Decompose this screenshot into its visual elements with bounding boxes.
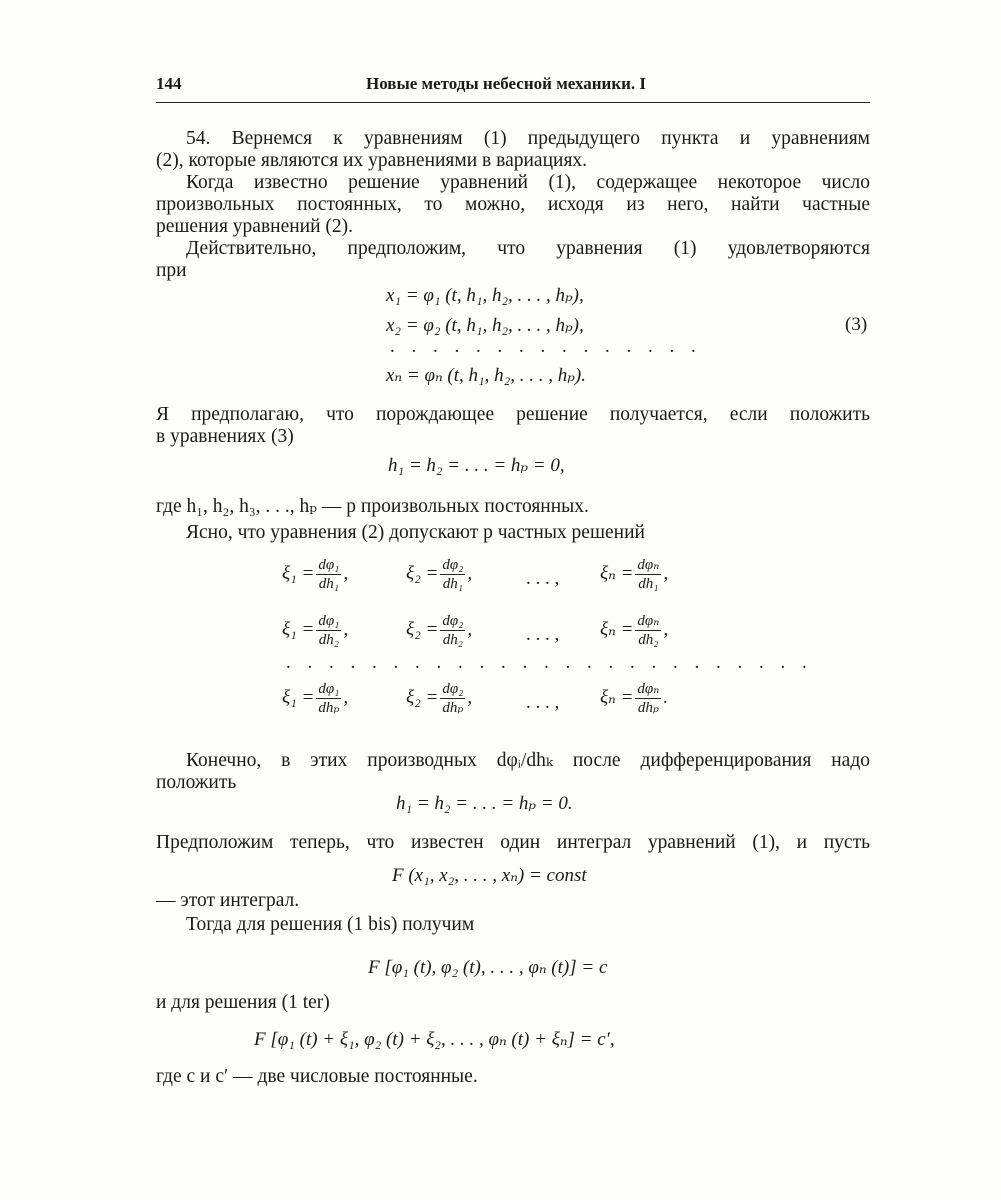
paragraph-line: Действительно, предположим, что уравнения (1) удовлетворяются — [186, 238, 870, 259]
paragraph-line: в уравнениях (3) — [156, 426, 294, 447]
page-number: 144 — [156, 74, 182, 93]
equation-bis: F [φ₁ (t), φ₂ (t), . . . , φₙ (t)] = c — [368, 957, 608, 978]
running-title: Новые методы небесной механики. I — [366, 74, 647, 93]
paragraph-line: при — [156, 260, 187, 281]
equation-dots: . . . . . . . . . . . . . . . — [390, 336, 702, 357]
paragraph-line: положить — [156, 772, 237, 793]
xi-dots: . . . . . . . . . . . . . . . . . . . . . . . . . — [286, 652, 813, 673]
equation-h-zero: h₁ = h₂ = . . . = hₚ = 0. — [396, 793, 573, 814]
xi-row: ξₙ = $\frac{\text{dφₙ}}{\text{dh₁}}$ , — [600, 557, 669, 592]
xi-row: ξ₂ = $\frac{\text{dφ₂}}{\text{dh₁}}$ , — [406, 557, 473, 592]
equation-3-row: xₙ = φₙ (t, h₁, h₂, . . . , hₚ). — [386, 365, 586, 386]
paragraph-line: Тогда для решения (1 bis) получим — [186, 914, 475, 935]
paragraph-line: решения уравнений (2). — [156, 216, 354, 237]
paragraph-line: Предположим теперь, что известен один интеграл уравнений (1), и пусть — [156, 832, 870, 853]
equation-integral: F (x₁, x₂, . . . , xₙ) = const — [392, 865, 587, 886]
paragraph-line: 54. Вернемся к уравнениям (1) предыдущего пункта и уравнениям — [186, 128, 870, 149]
paragraph-line: — этот интеграл. — [156, 890, 300, 911]
header-rule — [156, 102, 870, 103]
xi-ellipsis: . . . , — [526, 568, 560, 589]
paragraph-line: где h₁, h₂, h₃, . . ., hₚ — p произвольных постоянных. — [156, 496, 589, 517]
equation-3-row: x₂ = φ₂ (t, h₁, h₂, . . . , hₚ), — [386, 315, 584, 336]
xi-row: ξₙ = $\frac{\text{dφₙ}}{\text{dhₚ}}$ . — [600, 681, 669, 716]
paragraph-line: где c и c′ — две числовые постоянные. — [156, 1066, 478, 1087]
xi-ellipsis: . . . , — [526, 624, 560, 645]
paragraph-line: Конечно, в этих производных dφᵢ/dhₖ после дифференцирования надо — [186, 750, 870, 771]
xi-row: ξ₁ = $\frac{\text{dφ₁}}{\text{dh₂}}$ , — [282, 613, 349, 648]
equation-number: (3) — [845, 314, 868, 335]
paragraph-line: (2), которые являются их уравнениями в вариациях. — [156, 150, 588, 171]
xi-row: ξ₂ = $\frac{\text{dφ₂}}{\text{dh₂}}$ , — [406, 613, 473, 648]
paragraph-line: произвольных постоянных, то можно, исходя из него, найти частные — [156, 194, 870, 215]
paragraph-line: и для решения (1 ter) — [156, 992, 330, 1013]
xi-row: ξ₂ = $\frac{\text{dφ₂}}{\text{dhₚ}}$ , — [406, 681, 473, 716]
xi-row: ξ₁ = $\frac{\text{dφ₁}}{\text{dh₁}}$ , — [282, 557, 349, 592]
equation-3-row: x₁ = φ₁ (t, h₁, h₂, . . . , hₚ), — [386, 285, 584, 306]
xi-row: ξ₁ = $\frac{\text{dφ₁}}{\text{dhₚ}}$ , — [282, 681, 349, 716]
equation-h-zero: h₁ = h₂ = . . . = hₚ = 0, — [388, 455, 565, 476]
paragraph-line: Я предполагаю, что порождающее решение получается, если положить — [156, 404, 870, 425]
xi-ellipsis: . . . , — [526, 692, 560, 713]
xi-row: ξₙ = $\frac{\text{dφₙ}}{\text{dh₂}}$ , — [600, 613, 669, 648]
equation-ter: F [φ₁ (t) + ξ₁, φ₂ (t) + ξ₂, . . . , φₙ (t) + ξₙ] = c′, — [254, 1029, 615, 1050]
paragraph-line: Когда известно решение уравнений (1), содержащее некоторое число — [186, 172, 870, 193]
paragraph-line: Ясно, что уравнения (2) допускают p частных решений — [186, 522, 645, 543]
